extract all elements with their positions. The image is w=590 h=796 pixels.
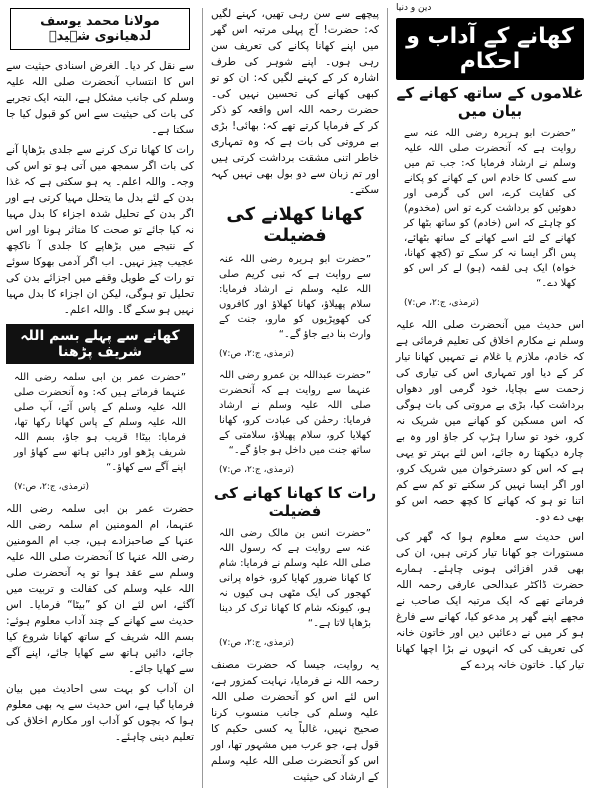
hadith-quote: ”حضرت ابو ہریرہ رضی اللہ عنہ سے روایت ہے کہ آنحضرت صلی اللہ علیہ وسلم نے ارشاد فرمایا کہ: جب تم میں سے کسی کا خادم اس کے کھانے کو پکانے کی کفایت کرے، اس کی گرمی اور دھوئیں کو برداشت کرے تو اس (مخدوم) کو چاہئے کہ اس (خادم) کو ساتھ بٹھا کر کھانے کے لئے اسے کھانے کے ساتھ بٹھائے، پس اگر ایسا نہ کر سکے تو (کچھ کھانا، خواہ) ایک ہی لقمہ (ہو) لے کر اس کو کھلا دے۔“ xyxy=(404,128,576,289)
left-column xyxy=(0,0,200,796)
body-paragraph: حضرت عمر بن ابی سلمہ رضی اللہ عنہما، ام المومنین ام سلمہ رضی اللہ عنہا کے صاحبزادے ہیں، جب ام المومنین رضی اللہ عنہا کا آنحضرت صلی اللہ علیہ وسلم سے عقد ہوا تو یہ آنحضرت صلی اللہ علیہ وسلم کی کفالت و تربیت میں آگئے، اس لئے ان کو ”بیٹا“ فرمایا۔ اس حدیث سے کھانے کے چند آداب معلوم ہوئے: بسم اللہ شریف کے ساتھ کھانا شروع کیا جائے، دائیں ہاتھ سے کھایا جائے، اپنے آگے سے کھایا جائے۔ xyxy=(6,503,194,675)
column-divider xyxy=(387,8,388,788)
article-title: کھانے کے آداب و احکام xyxy=(396,18,584,80)
body-paragraph: پیچھے سے سن رہی تھیں، کہنے لگیں کہ: حضرت! آج پہلی مرتبہ اس گھر میں اپنے کھانا پکانے کی تعریف سن رہی ہوں۔ اپنے شوہر کی طرف اشارہ کر کے کہنے لگیں کہ: ان کو تو کبھی کھانے کی تحسین نہیں کی۔ حضرت رحمہ اللہ اس واقعہ کو ذکر کر کے فرمایا کرتے تھے کہ: بھائی! بڑی بے مروتی کی بات ہے کہ وہ تمہاری خاطر اتنی مشقت برداشت کرتی ہیں اور تم زبان سے دو بول بھی نہیں کہہ سکتے۔ xyxy=(211,8,379,196)
author-name: مولانا محمد یوسف لدھیانوی شہیدؒ xyxy=(10,8,190,50)
hadith-quote: ”حضرت انس بن مالک رضی اللہ عنہ سے روایت ہے کہ رسول اللہ صلی اللہ علیہ وسلم نے فرمایا: شام کا کھانا ضرور کھایا کرو، خواہ پرانی کھجور کی ایک مٹھی ہی کیوں نہ ہو، کیونکہ شام کا کھانا ترک کر دینا بڑھاپا لاتا ہے۔“ xyxy=(219,528,371,629)
body-paragraph: یہ روایت، جیسا کہ حضرت مصنف رحمہ اللہ نے فرمایا، نہایت کمزور ہے، اس لئے اس کو آنحضرت صلی اللہ علیہ وسلم کی جانب منسوب کرنا صحیح نہیں، غالباً یہ کسی حکیم کا قول ہے، جو عرب میں مشہور تھا، اور اس کو آنحضرت صلی اللہ علیہ وسلم کے ارشاد کی حیثیت xyxy=(211,659,379,783)
right-column xyxy=(390,0,590,796)
body-paragraph: ان آداب کو بہت سی احادیث میں بیان فرمایا گیا ہے، اس حدیث سے یہ بھی معلوم ہوا کہ بچوں کو آداب اور مکارم اخلاق کی تعلیم دینی چاہئے۔ xyxy=(6,683,194,743)
column-divider xyxy=(202,8,203,788)
hadith-quote: ”حضرت عمر بن ابی سلمہ رضی اللہ عنہما فرماتے ہیں کہ: وہ آنحضرت صلی اللہ علیہ وسلم کے پاس آئے، آپ صلی اللہ علیہ وسلم کے پاس کھانا رکھا تھا، فرمایا: بیٹا! قریب ہو جاؤ، بسم اللہ شریف پڑھو اور دائیں ہاتھ سے کھاؤ اور اپنے آگے سے کھاؤ۔“ xyxy=(14,372,186,473)
hadith-quote: ”حضرت عبداللہ بن عمرو رضی اللہ عنہما سے روایت ہے کہ آنحضرت صلی اللہ علیہ وسلم نے ارشاد فرمایا: رحمٰن کی عبادت کرو، کھانا کھلایا کرو، سلام پھیلاؤ، سلامتی کے ساتھ جنت میں داخل ہو جاؤ گے۔“ xyxy=(219,370,371,456)
body-paragraph: سے نقل کر دیا۔ الغرض اسنادی حیثیت سے اس کا انتساب آنحضرت صلی اللہ علیہ وسلم کی جانب مشکل ہے، البتہ ایک تجربے کی بات کی حیثیت سے اس کو قبول کیا جا سکتا ہے۔ xyxy=(6,60,194,136)
middle-column xyxy=(205,0,385,796)
hadith-reference: (ترمذی، ج:۲، ص:۷) xyxy=(14,482,90,492)
section-heading: کھانا کھلانے کی فضیلت xyxy=(226,204,364,246)
hadith-reference: (ترمذی، ج:۲، ص:۷) xyxy=(219,465,295,475)
hadith-reference: (ترمذی، ج:۲، ص:۷) xyxy=(219,638,295,648)
body-paragraph: اس حدیث میں آنحضرت صلی اللہ علیہ وسلم نے مکارم اخلاق کی تعلیم فرمائی ہے کہ خادم، ملازم یا غلام نے تمہیں کھانا تیار کر کے دیا اور تمہاری اس کی تیاری کی زحمت سے بچایا، خود گرمی اور دھواں برداشت کیا، بڑی بے مروتی کی بات ہوگی کہ اس مسکین کو کھانے میں شریک نہ کرو، خود تو سارا ہڑپ کر جاؤ اور وہ بے چارہ دیکھتا رہ جائے، اس لئے بہتر تو یہی ہے کہ اس کو دسترخوان میں شریک کرو، اور اگر ایسا نہیں کر سکتے تو کم سے کم اتنا تو ہو کہ کھانے کا کچھ حصہ اس کو بھی دے دو۔ xyxy=(396,319,584,523)
body-paragraph: اس حدیث سے معلوم ہوا کہ گھر کی مستورات جو کھانا تیار کرتی ہیں، ان کی بھی قدر افزائی ہونی چاہئے۔ ہمارے حضرت ڈاکٹر عبدالحی عارفی رحمہ اللہ فرماتے تھے کہ ایک مرتبہ ایک صاحب نے مجھے اپنے گھر پر مدعو کیا، کھانے سے فارغ ہو کر میں نے دعائیں دیں اور خاتون خانہ کی تعریف کی کہ انہوں نے بڑا اچھا کھانا تیار کیا۔ خاتون خانہ پردے کے xyxy=(396,531,584,671)
hadith-quote: ”حضرت ابو ہریرہ رضی اللہ عنہ سے روایت ہے کہ نبی کریم صلی اللہ علیہ وسلم نے ارشاد فرمایا: سلام پھیلاؤ، کھانا کھلاؤ اور کافروں کی کھوپڑیوں کو مارو، جنت کے وارث بنا دیے جاؤ گے۔“ xyxy=(219,254,371,340)
body-paragraph: رات کا کھانا ترک کرنے سے جلدی بڑھاپا آنے کی بات اگر سمجھ میں آتی ہو تو اس کی وجہ۔ واللہ اعلم۔ یہ ہو سکتی ہے کہ غذا بدن کے لئے بدل ما یتحلل مہیا کرتی ہے اور اگر بدن کے تحلیل شدہ اجزاء کا بدل مہیا نہ کیا جائے تو صحت کا متاثر ہونا اور اس کے نتیجے میں بڑھاپے کا جلدی آ ناکچھ عجیب چیز نہیں۔ اب اگر آدمی بھوکا سوئے تو رات کے طویل وقفے میں اجزائے بدن کی تحلیل تو ہوگی، لیکن ان اجزاء کا بدل مہیا نہیں ہو سکے گا۔ واللہ اعلم۔ xyxy=(6,144,194,316)
article-subtitle: غلاموں کے ساتھ کھانے کے بیان میں xyxy=(396,84,584,120)
section-heading: رات کا کھانا کھانے کی فضیلت xyxy=(213,484,377,520)
section-tag: دین و دنیا xyxy=(396,3,432,13)
hadith-reference: (ترمذی، ج:۲، ص:۷) xyxy=(219,349,295,359)
section-heading: کھانے سے پہلے بسم اللہ شریف پڑھنا xyxy=(6,324,194,364)
hadith-reference: (ترمذی، ج:۲، ص:۷) xyxy=(404,298,480,308)
